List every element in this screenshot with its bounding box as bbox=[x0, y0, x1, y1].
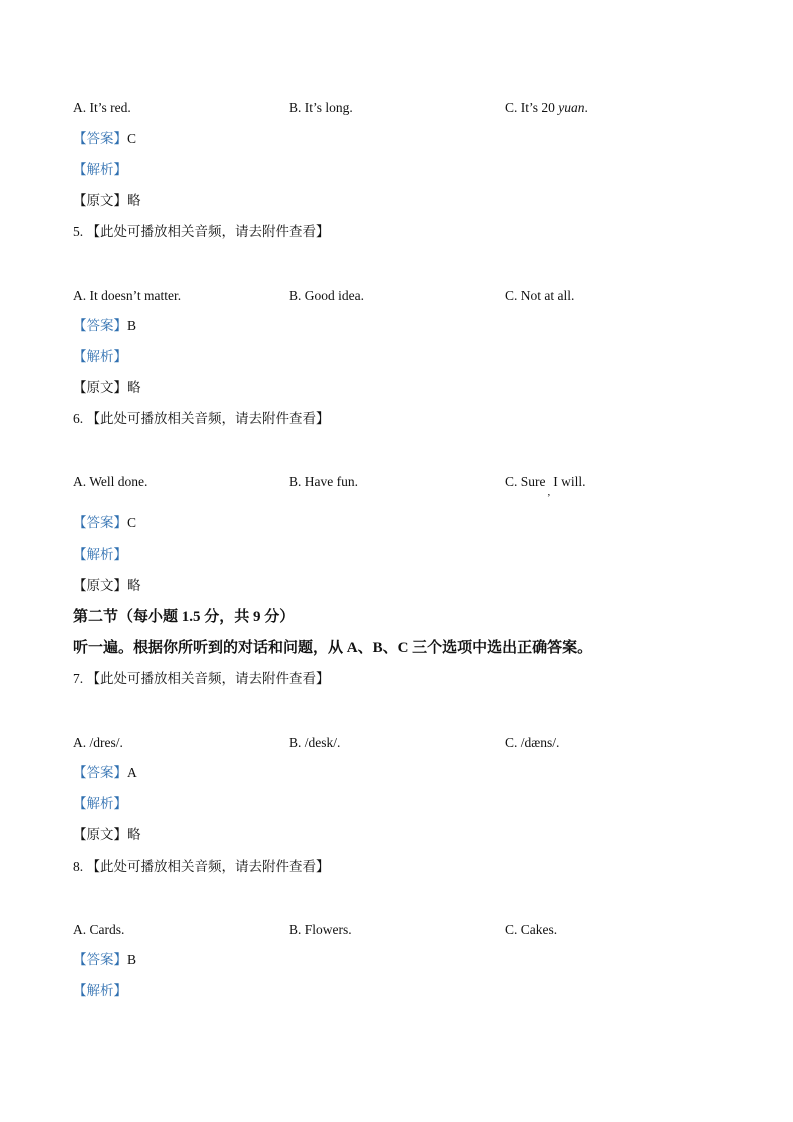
q7-original bbox=[73, 826, 141, 844]
q8-prompt: 8. 【此处可播放相关音频，请去附件查看】 bbox=[73, 859, 330, 874]
q8-option-b: B. Flowers. bbox=[289, 922, 352, 937]
answer-label: 【答案】 bbox=[73, 515, 127, 530]
q6-answer bbox=[73, 514, 136, 532]
q8-option-a: A. Cards. bbox=[73, 922, 125, 937]
q7-answer bbox=[73, 764, 137, 782]
q7-option-a: A. /dres/. bbox=[73, 735, 123, 750]
q4-option-c-text: C. It’s 20 bbox=[505, 100, 559, 115]
original-value: 略 bbox=[127, 827, 141, 842]
q7-option-c: C. /dæns/. bbox=[505, 735, 560, 750]
answer-value: C bbox=[127, 131, 137, 146]
q5-option-b: B. Good idea. bbox=[289, 288, 364, 303]
q4-option-c-tail: . bbox=[584, 100, 588, 115]
answer-label: 【答案】 bbox=[73, 765, 127, 780]
q6-option-c-comma: , bbox=[547, 486, 551, 498]
original-value: 略 bbox=[127, 380, 141, 395]
original-label: 【原文】 bbox=[73, 193, 127, 208]
q7-option-b: B. /desk/. bbox=[289, 735, 341, 750]
q8-option-c: C. Cakes. bbox=[505, 922, 558, 937]
q5-analysis: 【解析】 bbox=[73, 349, 127, 364]
section-title: 第二节（每小题 1.5 分，共 9 分） bbox=[73, 609, 295, 625]
answer-value: A bbox=[127, 765, 137, 780]
q4-answer bbox=[73, 130, 136, 148]
q6-analysis: 【解析】 bbox=[73, 547, 127, 562]
q4-analysis: 【解析】 bbox=[73, 162, 127, 177]
q6-prompt: 6. 【此处可播放相关音频，请去附件查看】 bbox=[73, 411, 330, 426]
answer-label: 【答案】 bbox=[73, 131, 127, 146]
q4-original bbox=[73, 192, 141, 210]
q4-option-c bbox=[505, 99, 588, 117]
q4-option-b: B. It’s long. bbox=[289, 100, 353, 115]
answer-label: 【答案】 bbox=[73, 952, 127, 967]
answer-value: B bbox=[127, 952, 137, 967]
q7-analysis: 【解析】 bbox=[73, 796, 127, 811]
q6-option-c-tail: I will. bbox=[553, 474, 586, 489]
q8-analysis: 【解析】 bbox=[73, 983, 127, 998]
q6-option-c bbox=[505, 473, 586, 498]
q8-answer bbox=[73, 951, 136, 969]
q5-original bbox=[73, 379, 141, 397]
q6-option-b: B. Have fun. bbox=[289, 474, 358, 489]
q6-option-a: A. Well done. bbox=[73, 474, 148, 489]
q7-prompt: 7. 【此处可播放相关音频，请去附件查看】 bbox=[73, 671, 330, 686]
q5-option-a: A. It doesn’t matter. bbox=[73, 288, 182, 303]
q5-prompt: 5. 【此处可播放相关音频，请去附件查看】 bbox=[73, 224, 330, 239]
q5-option-c: C. Not at all. bbox=[505, 288, 575, 303]
answer-label: 【答案】 bbox=[73, 318, 127, 333]
section-instruction: 听一遍。根据你所听到的对话和问题，从 A、B、C 三个选项中选出正确答案。 bbox=[73, 640, 593, 656]
original-label: 【原文】 bbox=[73, 578, 127, 593]
q5-answer bbox=[73, 317, 136, 335]
q4-option-c-italic: yuan bbox=[558, 100, 585, 115]
original-label: 【原文】 bbox=[73, 827, 127, 842]
original-value: 略 bbox=[127, 578, 141, 593]
q6-original bbox=[73, 577, 141, 595]
original-value: 略 bbox=[127, 193, 141, 208]
answer-value: B bbox=[127, 318, 137, 333]
q6-option-c-text: C. Sure bbox=[505, 474, 546, 489]
answer-value: C bbox=[127, 515, 137, 530]
original-label: 【原文】 bbox=[73, 380, 127, 395]
q4-option-a: A. It’s red. bbox=[73, 100, 131, 115]
